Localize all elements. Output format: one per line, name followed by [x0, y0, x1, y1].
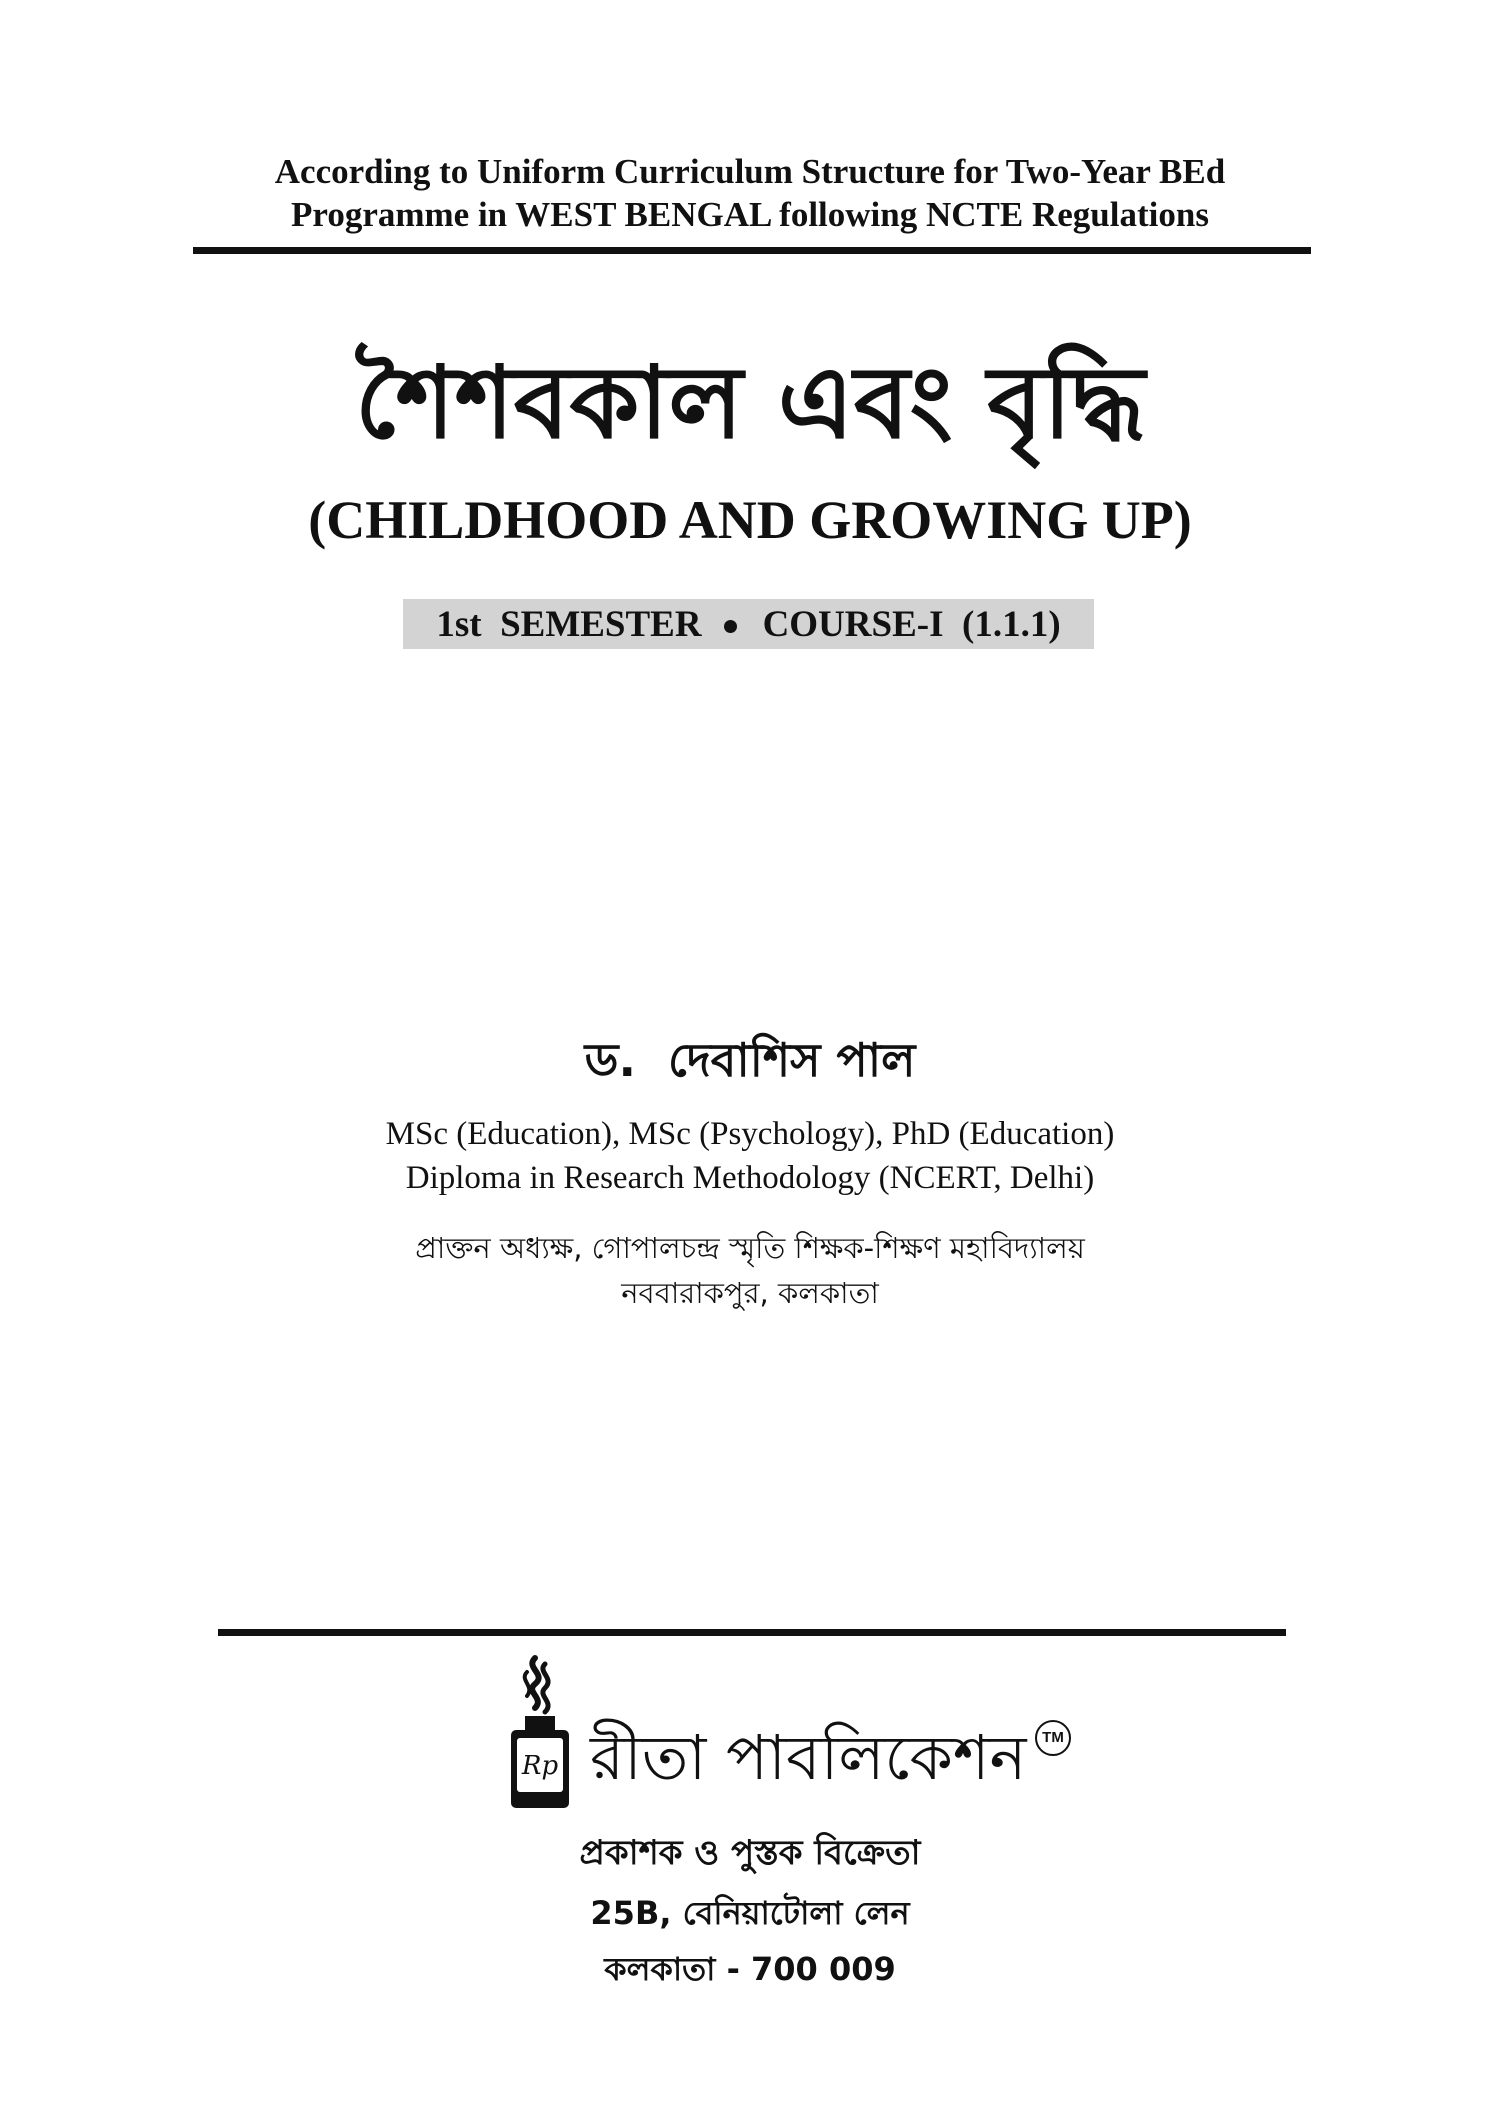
- credentials-line-2: Diploma in Research Methodology (NCERT, Delhi): [405, 1160, 1095, 1196]
- affiliation-line-1: প্রাক্তন অধ্যক্ষ, গোপালচন্দ্র স্মৃতি শিক্ষক-শিক্ষণ মহাবিদ্যালয়: [415, 1231, 1085, 1265]
- curriculum-line-2: Programme in WEST BENGAL following NCTE Regulations: [291, 195, 1209, 234]
- publisher-address: [0, 1885, 1500, 1997]
- publisher-tagline: প্রকাশক ও পুস্তক বিক্রেতা: [579, 1833, 921, 1873]
- top-divider: [193, 247, 1311, 254]
- semester-course-badge: [403, 599, 1094, 649]
- logo-monogram: Rp: [521, 1751, 559, 1781]
- address-line-2: কলকাতা - 700 009: [604, 1950, 896, 1988]
- bottom-divider: [218, 1629, 1286, 1636]
- affiliation-line-2: নববারাকপুর, কলকাতা: [621, 1276, 879, 1310]
- publisher-name: রীতা পাবলিকেশন: [590, 1721, 1027, 1794]
- author-name: ড. দেবাশিস পাল: [584, 1033, 916, 1087]
- curriculum-line-1: According to Uniform Curriculum Structure for Two-Year BEd: [274, 152, 1226, 191]
- book-flame-logo-icon: [505, 1650, 575, 1815]
- author-affiliation: [0, 1226, 1500, 1316]
- trademark-mark: TM: [1035, 1720, 1071, 1756]
- author-credentials: [0, 1112, 1500, 1200]
- address-line-1: 25B, বেনিয়াটোলা লেন: [590, 1894, 910, 1932]
- semester-label: 1st SEMESTER: [436, 603, 702, 645]
- credentials-line-1: MSc (Education), MSc (Psychology), PhD (Education): [385, 1116, 1115, 1152]
- curriculum-note: [0, 150, 1500, 236]
- book-title-english: (CHILDHOOD AND GROWING UP): [308, 490, 1192, 550]
- bullet-separator-icon: [724, 620, 737, 633]
- book-title-bengali: শৈশবকাল এবং বৃদ্ধি: [355, 344, 1145, 461]
- course-code-label: COURSE-I (1.1.1): [762, 603, 1061, 645]
